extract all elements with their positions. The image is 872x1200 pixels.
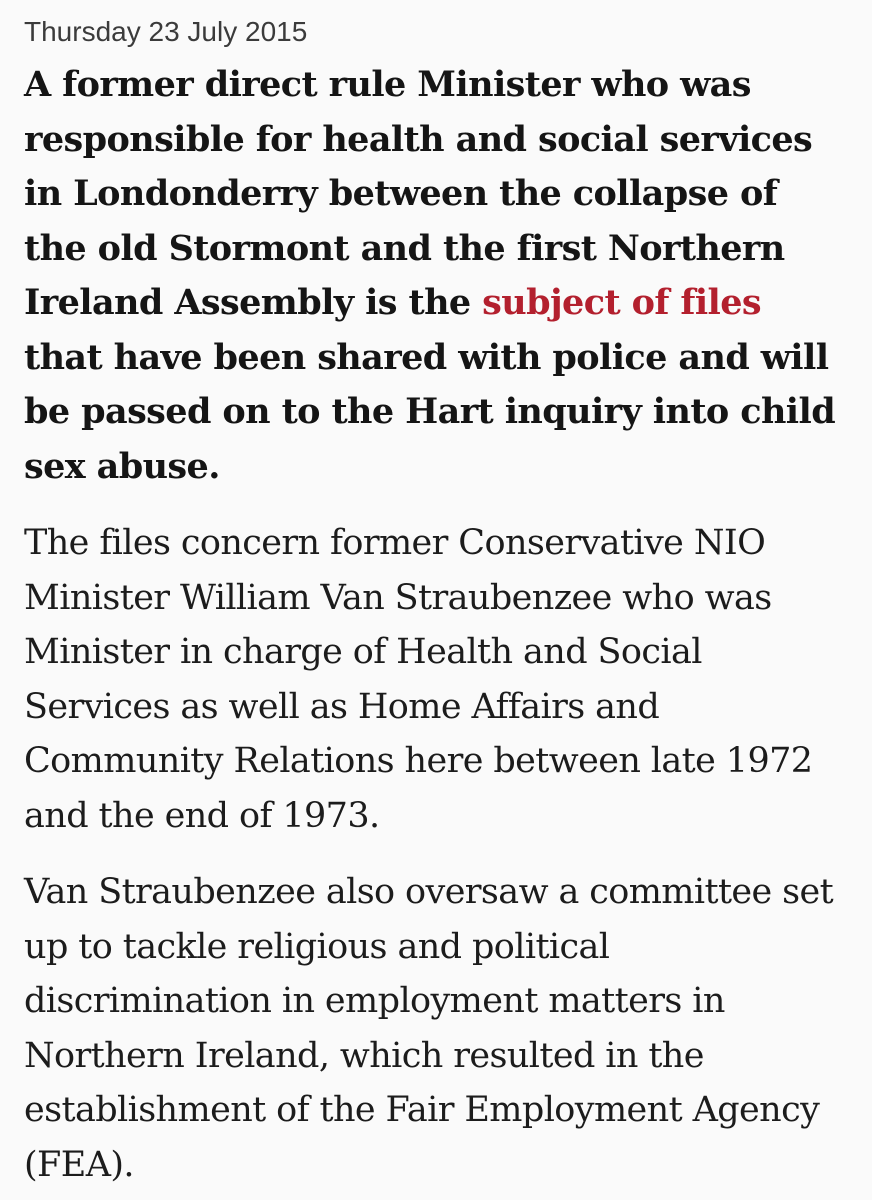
body-paragraph-1: The files concern former Conservative NIO Minister William Van Straubenzee who was Minister in charge of Health and Social Services as well as Home Affairs and Community Relations here between late 1972 and the end of 1973. xyxy=(24,523,813,836)
article-date: Thursday 23 July 2015 xyxy=(24,16,308,47)
lead-paragraph xyxy=(24,58,848,494)
subject-of-files-link[interactable]: subject of files xyxy=(482,282,761,323)
lead-text-before: A former direct rule Minister who was responsible for health and social services in Londonderry between the collapse of the old Stormont and the first Northern Ireland Assembly is the xyxy=(24,64,813,323)
body-paragraph-2: Van Straubenzee also oversaw a committee set up to tackle religious and political discrimination in employment matters in Northern Ireland, which resulted in the establishment of the Fair Employment Agency (FEA). xyxy=(24,872,834,1185)
lead-text-after: that have been shared with police and will be passed on to the Hart inquiry into child sex abuse. xyxy=(24,336,836,487)
